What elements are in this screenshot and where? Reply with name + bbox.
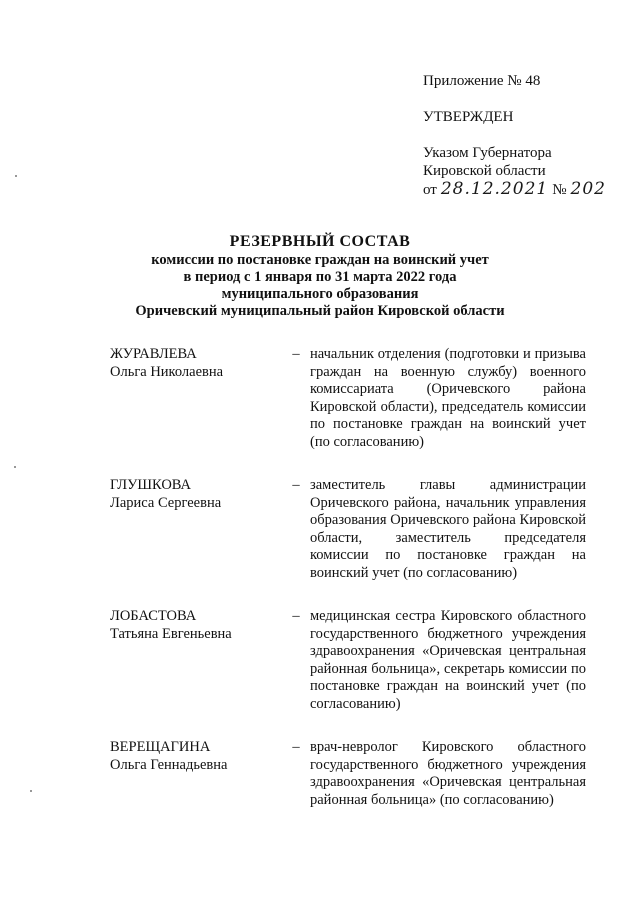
member-dash: – <box>292 739 300 755</box>
document-title <box>0 232 640 320</box>
members-list <box>110 346 590 809</box>
member-given-name: Ольга Николаевна <box>110 363 224 380</box>
member-description: врач-невролог Кировского областного государственного бюджетного учреждения здравоохранения «Оричевская центральная районная больница» (по согласованию) <box>310 739 586 808</box>
decree-line-2: Кировской области <box>423 163 546 179</box>
member-surname: ЛОБАСТОВА <box>110 608 197 624</box>
title-main: РЕЗЕРВНЫЙ СОСТАВ <box>229 233 411 250</box>
scan-speck <box>14 466 16 468</box>
member-name <box>110 346 282 451</box>
approved-label: УТВЕРЖДЕН <box>423 109 514 125</box>
date-prefix: от <box>423 182 437 198</box>
approval-stamp-block <box>423 72 623 199</box>
appendix-number: Приложение № 48 <box>423 73 541 89</box>
title-line-5: Оричевский муниципальный район Кировской области <box>135 303 505 319</box>
decree-line-1: Указом Губернатора <box>423 145 552 161</box>
member-given-name: Лариса Сергеевна <box>110 494 222 511</box>
member-given-name: Татьяна Евгеньевна <box>110 625 232 642</box>
member-entry <box>110 477 590 582</box>
member-entry <box>110 608 590 713</box>
member-name <box>110 477 282 582</box>
member-surname: ВЕРЕЩАГИНА <box>110 739 211 755</box>
member-dash: – <box>292 477 300 493</box>
scan-speck <box>15 175 17 177</box>
handwritten-number: 202 <box>570 179 606 199</box>
member-surname: ГЛУШКОВА <box>110 477 192 493</box>
member-name <box>110 739 282 809</box>
member-dash: – <box>292 608 300 624</box>
title-line-3: в период с 1 января по 31 марта 2022 года <box>183 269 457 285</box>
title-line-2: комиссии по постановке граждан на воинский учет <box>151 252 489 268</box>
member-surname: ЖУРАВЛЕВА <box>110 346 197 362</box>
member-given-name: Ольга Геннадьевна <box>110 756 228 773</box>
handwritten-date: 28.12.2021 <box>440 179 549 199</box>
member-dash: – <box>292 346 300 362</box>
member-description: начальник отделения (подготовки и призыва граждан на военную службу) военного комиссариата (Оричевского района Кировской области), председатель комиссии по постановке граждан на воинский учет (по согласованию) <box>310 346 586 450</box>
member-description: заместитель главы администрации Оричевского района, начальник управления образования Оричевского района Кировской области, заместитель председателя комиссии по постановке граждан на воинский учет (по согласованию) <box>310 477 586 581</box>
decree-date-row <box>423 180 623 199</box>
member-description: медицинская сестра Кировского областного государственного бюджетного учреждения здравоохранения «Оричевская центральная районная больница», секретарь комиссии по постановке граждан на воинский учет (по согласованию) <box>310 608 586 712</box>
scan-speck <box>30 790 32 792</box>
number-prefix: № <box>552 182 567 198</box>
member-entry <box>110 346 590 451</box>
title-line-4: муниципального образования <box>221 286 419 302</box>
member-entry <box>110 739 590 809</box>
member-name <box>110 608 282 713</box>
